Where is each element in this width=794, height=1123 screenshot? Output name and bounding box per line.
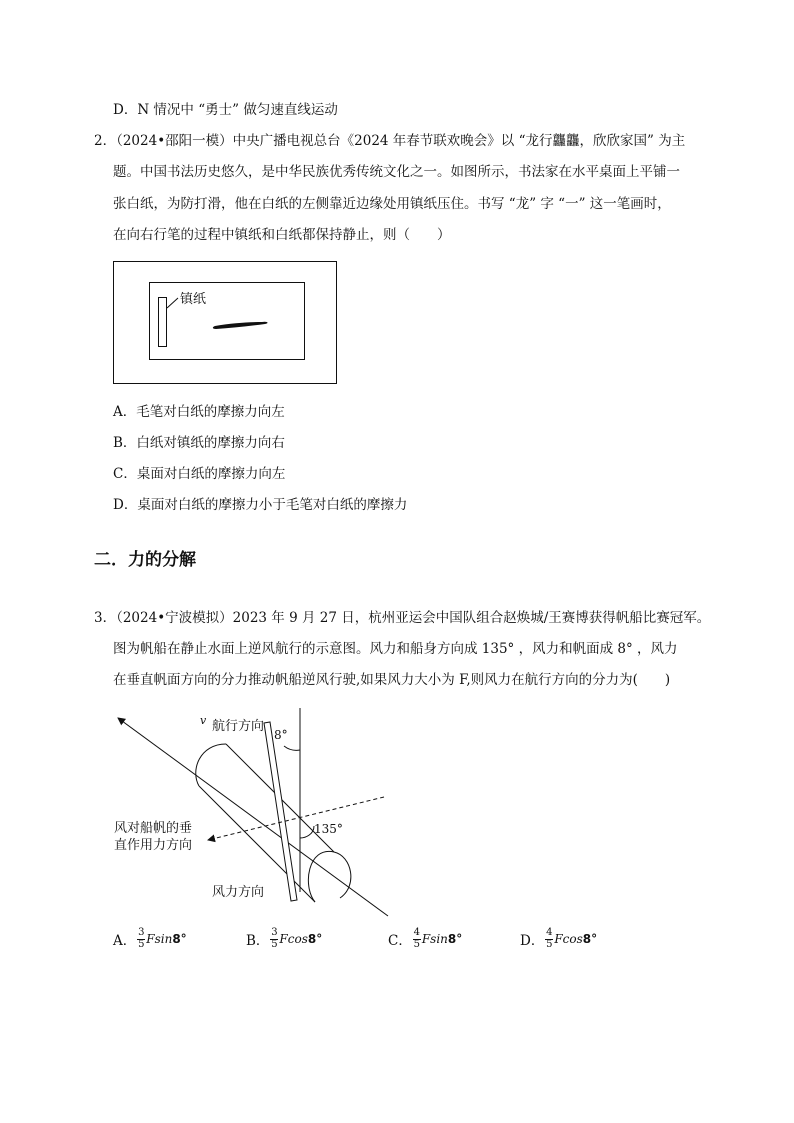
q3-line-1: 3．（2024•宁波模拟）2023 年 9 月 27 日，杭州亚运会中国队组合赵焕城/王赛博获得帆船比赛冠军。 — [94, 610, 711, 626]
q2-line-4: 在向右行笔的过程中镇纸和白纸都保持静止，则（ ） — [113, 227, 451, 243]
section-title: 二．力的分解 — [94, 550, 196, 570]
q3-option-b — [246, 928, 322, 950]
q3-line-3: 在垂直帆面方向的分力推动帆船逆风行驶,如果风力大小为 F,则风力在航行方向的分力为( ) — [113, 672, 671, 688]
paper-outline — [150, 283, 305, 360]
sail-board — [264, 722, 297, 901]
denominator: 5 — [271, 938, 278, 950]
numerator: 3 — [138, 927, 145, 938]
angle-8-arc — [284, 746, 300, 750]
paperweight-pointer-line — [167, 298, 178, 308]
fraction — [270, 928, 278, 950]
q3-option-a — [113, 928, 187, 950]
denominator: 5 — [138, 938, 145, 950]
denominator: 5 — [546, 938, 553, 950]
paperweight-label: 镇纸 — [180, 292, 207, 307]
q2-option-c: C．桌面对白纸的摩擦力向左 — [113, 466, 286, 482]
hull-stern-back — [334, 852, 351, 898]
numerator: 4 — [413, 927, 421, 938]
q2-figure-paperweight — [112, 260, 338, 386]
q2-option-a: A．毛笔对白纸的摩擦力向左 — [113, 404, 285, 420]
trig-expression: Fsin — [146, 932, 173, 946]
q2-option-d: D．桌面对白纸的摩擦力小于毛笔对白纸的摩擦力 — [113, 497, 408, 513]
q2-option-b: B．白纸对镇纸的摩擦力向右 — [113, 435, 285, 451]
q3-figure-sailboat — [108, 700, 408, 920]
option-letter: C． — [388, 933, 412, 949]
perpendicular-label-line2: 直作用力方向 — [114, 838, 193, 853]
trig-expression: Fcos — [554, 932, 583, 946]
q3-option-c — [388, 928, 462, 950]
hull-bow-curve — [196, 744, 226, 786]
angle-value: 8° — [447, 932, 463, 946]
q2-line-1: 2．（2024•邵阳一模）中央广播电视总台《2024 年春节联欢晚会》以 “龙行龘龘，欣欣家国” 为主 — [94, 133, 686, 149]
angle-135-arc — [300, 826, 314, 838]
velocity-label: v — [200, 714, 207, 727]
denominator: 5 — [413, 938, 421, 950]
angle-value: 8° — [172, 932, 187, 946]
brush-stroke-yi — [213, 322, 268, 329]
trig-expression: Fsin — [421, 932, 448, 946]
trig-expression: Fcos — [279, 932, 308, 946]
numerator: 4 — [546, 927, 553, 938]
fraction — [545, 928, 553, 950]
angle-value: 8° — [582, 932, 598, 946]
fraction — [137, 928, 145, 950]
q3-line-2: 图为帆船在静止水面上逆风航行的示意图。风力和船身方向成 135° ，风力和帆面成 8° ，风力 — [113, 641, 678, 657]
angle-8-label: 8° — [274, 728, 288, 742]
wind-direction-label: 风力方向 — [212, 885, 265, 900]
q1-option-d: D．N 情况中 “勇士” 做匀速直线运动 — [113, 102, 338, 118]
angle-value: 8° — [307, 932, 323, 946]
q2-line-3: 张白纸，为防打滑，他在白纸的左侧靠近边缘处用镇纸压住。书写 “龙” 字 “一” 这一笔画时， — [113, 196, 671, 212]
option-letter: D． — [520, 933, 545, 949]
paperweight-block — [159, 298, 167, 347]
heading-label: 航行方向 — [212, 719, 265, 734]
q2-line-2: 题。中国书法历史悠久，是中华民族优秀传统文化之一。如图所示，书法家在水平桌面上平铺一 — [113, 164, 680, 180]
fraction — [413, 928, 421, 950]
perpendicular-label-line1: 风对船帆的垂 — [114, 821, 193, 836]
option-letter: B． — [246, 933, 270, 949]
q3-option-d — [520, 928, 597, 950]
angle-135-label: 135° — [314, 822, 343, 836]
desk-outline — [114, 262, 337, 384]
option-letter: A． — [113, 933, 137, 949]
numerator: 3 — [271, 927, 278, 938]
hull-stern-curve — [308, 851, 334, 902]
